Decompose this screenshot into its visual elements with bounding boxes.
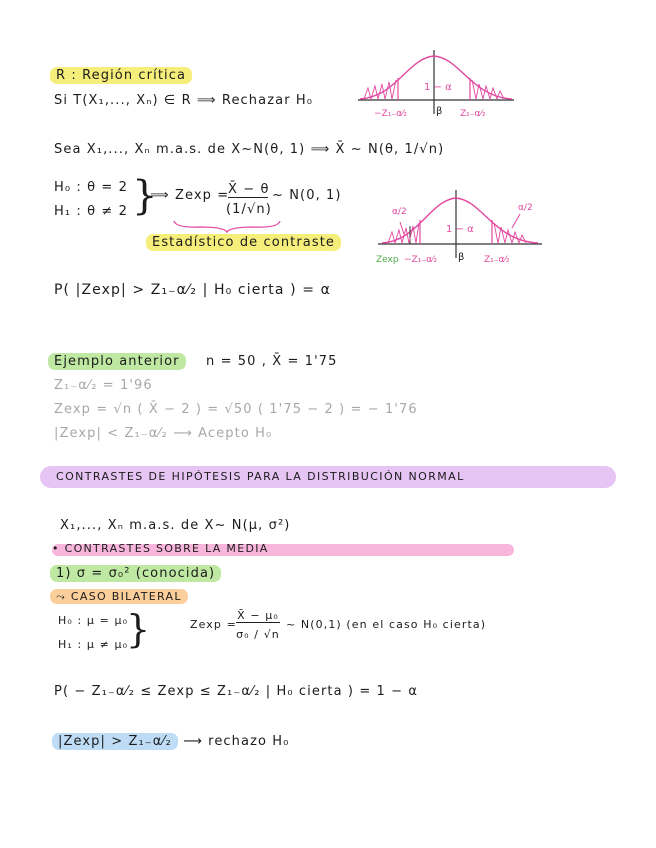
- statistic-distribution: ~ N(0, 1): [272, 188, 342, 203]
- example-title: [48, 354, 186, 369]
- statistic-numerator: X̄ − θ: [228, 182, 270, 197]
- bilateral-label: ⤳ CASO BILATERAL: [50, 589, 188, 604]
- test-statistic-label: Estadístico de contraste: [146, 234, 341, 251]
- bilateral-case: [50, 590, 188, 604]
- mu-statistic-numerator: X̄ − μ₀: [237, 609, 279, 622]
- graph1-right-critical: Z₁₋α⁄₂: [460, 109, 486, 119]
- h0-mu: H₀ : μ = μ₀: [58, 614, 129, 627]
- rejection-condition: |Zexp| > Z₁₋α⁄₂: [52, 733, 178, 750]
- significance-probability: P( |Zexp| > Z₁₋α⁄₂ | H₀ cierta ) = α: [54, 282, 331, 298]
- example-decision: |Zexp| < Z₁₋α⁄₂ ⟶ Acepto H₀: [54, 426, 273, 441]
- statistic-lead: ⟹ Zexp =: [150, 188, 230, 203]
- mu-statistic-lead: Zexp =: [190, 618, 237, 631]
- graph2-beta: β: [458, 252, 465, 263]
- statistic-underbrace: [172, 219, 282, 233]
- graph2-center-label: 1 − α: [446, 224, 474, 235]
- graph2-alpha-left: α/2: [392, 207, 407, 217]
- graph2-left-arrow: [400, 222, 404, 234]
- hypotheses-brace: }: [132, 173, 158, 219]
- graph2-right-arrow: [512, 214, 520, 228]
- h1-mu: H₁ : μ ≠ μ₀: [58, 638, 129, 651]
- example-params: n = 50 , X̄ = 1'75: [206, 354, 338, 369]
- critical-region-graph: [356, 44, 516, 124]
- acceptance-probability: P( − Z₁₋α⁄₂ ≤ Zexp ≤ Z₁₋α⁄₂ | H₀ cierta ) = 1 − α: [54, 684, 419, 699]
- graph2-alpha-right: α/2: [518, 203, 533, 213]
- rejection-action: ⟶ rechazo H₀: [183, 734, 290, 749]
- rejection-rule: [52, 734, 289, 749]
- critical-region-title: [50, 68, 192, 83]
- graph1-center-label: 1 − α: [424, 82, 452, 93]
- mu-statistic-denominator: σ₀ / √n: [236, 628, 280, 641]
- test-statistic-title: [146, 235, 341, 250]
- normal-sample: X₁,..., Xₙ m.a.s. de X~ N(μ, σ²): [60, 518, 291, 533]
- example-zexp-calc: Zexp = √n ( X̄ − 2 ) = √50 ( 1'75 − 2 ) = − 1'76: [54, 402, 418, 417]
- graph1-right-tail-hatch: [472, 80, 504, 99]
- example-critical-value: Z₁₋α⁄₂ = 1'96: [54, 378, 153, 393]
- graph2-normal-curve: [382, 198, 538, 243]
- known-variance-case: [50, 566, 221, 581]
- graph1-left-critical: −Z₁₋α⁄₂: [374, 109, 408, 119]
- h1-theta: H₁ : θ ≠ 2: [54, 204, 129, 219]
- mu-hypotheses-brace: }: [126, 607, 151, 651]
- statistic-denominator: (1/√n): [226, 202, 272, 217]
- h0-theta: H₀ : θ = 2: [54, 180, 129, 195]
- two-tailed-graph: [374, 180, 544, 276]
- sample-definition: Sea X₁,..., Xₙ m.a.s. de X~N(θ, 1) ⟹ X̄ ~ N(θ, 1/√n): [54, 142, 445, 157]
- graph2-zexp-label: Zexp: [376, 255, 399, 265]
- critical-region-label: R : Región crítica: [50, 67, 192, 84]
- graph2-right-critical: Z₁₋α⁄₂: [484, 255, 510, 265]
- graph2-left-critical: −Z₁₋α⁄₂: [404, 255, 438, 265]
- example-label: Ejemplo anterior: [48, 353, 186, 370]
- mean-tests-heading: • CONTRASTES SOBRE LA MEDIA: [52, 542, 269, 555]
- section-banner-title: CONTRASTES DE HIPÓTESIS PARA LA DISTRIBUCIÓN NORMAL: [56, 470, 465, 483]
- known-variance-label: 1) σ = σ₀² (conocida): [50, 565, 221, 582]
- reject-rule: Si T(X₁,..., Xₙ) ∈ R ⟹ Rechazar H₀: [54, 93, 314, 108]
- graph1-beta: β: [436, 106, 443, 117]
- mu-statistic-distribution: ~ N(0,1) (en el caso H₀ cierta): [286, 618, 487, 631]
- graph1-left-tail-hatch: [364, 80, 396, 99]
